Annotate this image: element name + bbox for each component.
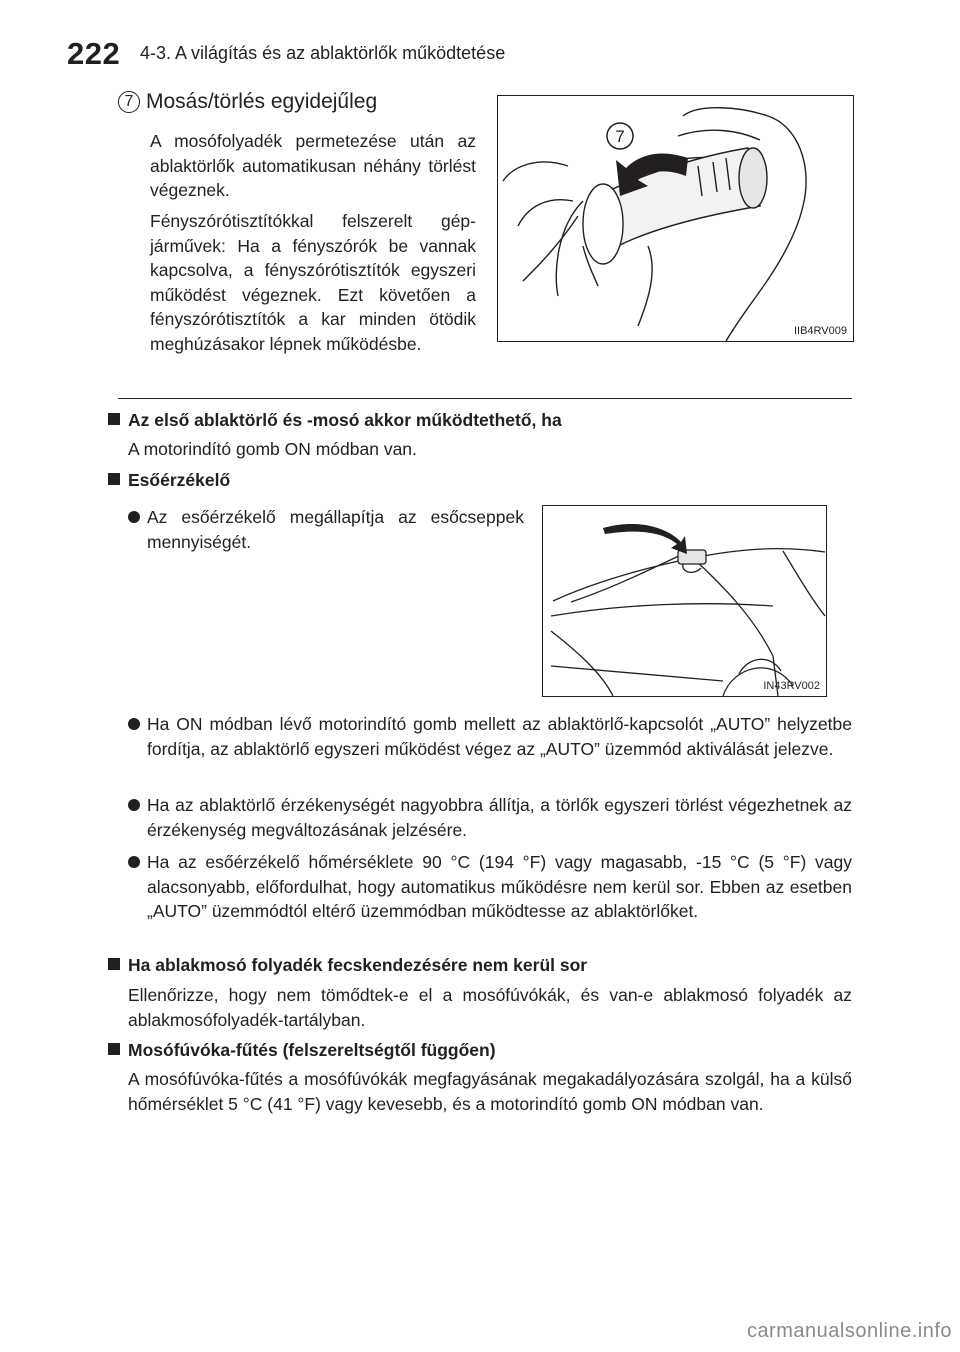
page-number: 222 [67,36,121,71]
section-paragraph-2: Fényszórótisztítókkal felszerelt gépjárművek: Ha a fényszórók be vannak kapcsolva, a fényszórótisztítók egyszeri működést végeznek. Ezt követően a fényszórótisztítók a kar minden ötödik meghúzásakor lépnek működésbe. [150,211,476,354]
section-title [118,90,377,114]
bullet-1: Az esőérzékelő megállapítja az esőcseppek mennyiségét. [128,505,524,554]
round-bullet-icon [128,799,140,811]
section-divider [118,398,852,399]
round-bullet-icon [128,856,140,868]
round-bullet-icon [128,511,140,523]
note-heading-3: Ha ablakmosó folyadék fecskendezésére nem kerül sor [108,955,587,976]
figure-rain-sensor [542,505,827,697]
rain-sensor-illustration [543,506,826,696]
section-paragraph-1: A mosófolyadék permetezése után az ablaktörlők automatikusan néhány törlést végeznek. [150,131,476,200]
note-text-4: A mosófúvóka-fűtés a mosófúvókák megfagyásának megakadályozására szolgál, ha a külső hőmérséklet 5 °C (41 °F) vagy kevesebb, és a motorindító gomb ON módban van. [128,1069,852,1114]
square-bullet-icon [108,413,120,425]
note-heading-4: Mosófúvóka-fűtés (felszereltségtől függően) [108,1040,496,1061]
figure1-code: IIB4RV009 [793,325,847,337]
figure1-callout: 7 [615,127,625,146]
note-heading-1: Az első ablaktörlő és -mosó akkor működtethető, ha [108,410,562,431]
section-title-text: Mosás/törlés egyidejűleg [146,90,378,113]
watermark: carmanualsonline.info [746,1320,952,1342]
square-bullet-icon [108,958,120,970]
bullet-3: Ha az ablaktörlő érzékenységét nagyobbra állítja, a törlők egyszeri törlést végezhetnek az érzékenység megváltozásának jelzésére. [128,793,852,842]
note-heading-2: Esőérzékelő [108,470,230,491]
note-text-3: Ellenőrizze, hogy nem tömődtek-e el a mosófúvókák, és van-e ablakmosó folyadék az ablakmosófolyadék-tartályban. [128,985,852,1030]
page-header: 4-3. A világítás és az ablaktörlők működtetése [140,43,506,63]
square-bullet-icon [108,473,120,485]
wiper-lever-illustration [498,96,853,341]
bullet-4: Ha az esőérzékelő hőmérséklete 90 °C (194 °F) vagy magasabb, -15 °C (5 °F) vagy alacsonyabb, előfordulhat, hogy automatikus működésre nem kerül sor. Ebben az esetben „AUTO” üzemmódtól eltérő üzemmódban működtesse az ablaktörlőket. [128,850,852,924]
round-bullet-icon [128,718,140,730]
figure2-code: IN43RV002 [763,680,820,692]
square-bullet-icon [108,1043,120,1055]
note-text-1: A motorindító gomb ON módban van. [128,439,417,459]
section-number-badge: 7 [118,91,140,113]
figure-wiper-lever [497,95,854,342]
bullet-2: Ha ON módban lévő motorindító gomb mellett az ablaktörlő-kapcsolót „AUTO” helyzetbe fordítja, az ablaktörlő egyszeri működést végez az „AUTO” üzemmód aktiválását jelezve. [128,712,852,761]
